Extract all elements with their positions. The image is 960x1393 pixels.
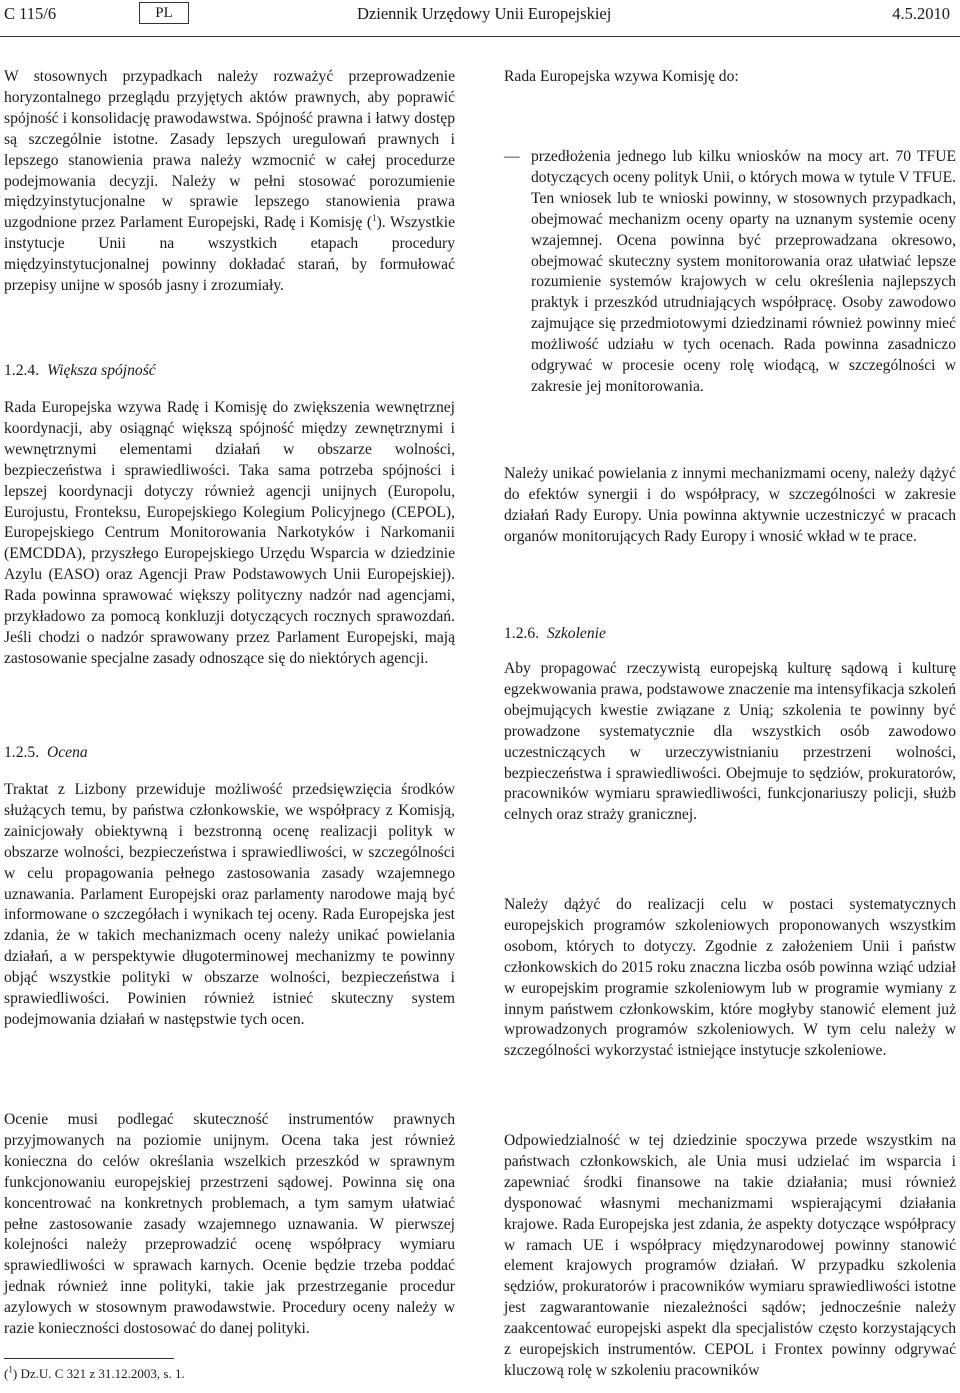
- left-paragraph-3: Traktat z Lizbony przewiduje możliwość przedsięwzięcia środków służących temu, by państwa członkowskie, we współpracy z Komisją, zainicjowały obiektywną i bezstronną ocenę realizacji polityk w obszarze wolności, bezpieczeństwa i sprawiedliwości, w szczególności w celu propagowania pełnego zastosowania zasady wzajemnego uznawania. Parlament Europejski oraz parlamenty narodowe mają być informowane o szczegółach i wynikach tej oceny. Rada Europejska jest zdania, że w takich mechanizmach oceny należy unikać powielania działań, a w perspektywie długoterminowej mechanizmy te powinny objąć wszystkie polityki w obszarze wolności, bezpieczeństwa i sprawiedliwości. Powinien również istnieć skuteczny system podejmowania działań w następstwie tych ocen.: [4, 781, 455, 1028]
- right-paragraph-8: Odpowiedzialność w tej dziedzinie spoczywa przede wszystkim na państwach członkowskich, ale Unia musi udzielać im wsparcia i zapewniać środki finansowe na takie działania; musi również dysponować własnymi mechanizmami wspierającymi działania krajowe. Rada Europejska jest zdania, że aspekty dotyczące współpracy w ramach UE i współpracy międzynarodowej powinny stanowić element krajowych programów działań. W przypadku szkolenia sędziów, prokuratorów i pracowników wymiaru sprawiedliwości istotne jest zagwarantowanie niezależności sądów; jednocześnie należy zaakcentować europejski aspekt dla specjalistów często korzystających z europejskich instrumentów. CEPOL i Frontex powinny odgrywać kluczową rolę w szkoleniu pracowników: [504, 1132, 956, 1379]
- section-number: 1.2.6.: [504, 625, 540, 642]
- left-paragraph-2: Rada Europejska wzywa Radę i Komisję do zwiększenia wewnętrznej koordynacji, aby osiągnąć większą spójność między zewnętrznymi i wewnętrznymi elementami działań w obszarze wolności, bezpieczeństwa i sprawiedliwości. Taka sama potrzeba spójności i lepszej koordynacji dotyczy również agencji unijnych (Europolu, Eurojustu, Fronteksu, Europejskiego Kolegium Policyjnego (CEPOL), Europejskiego Centrum Monitorowania Narkotyków i Narkomanii (EMCDDA), przyszłego Europejskiego Urzędu Wsparcia w dziedzinie Azylu (EASO) oraz Agencji Praw Podstawowych Unii Europejskiej). Rada powinna sprawować większy polityczny nadzór nad agencjami, przykładowo za pomocą konkluzji dotyczących rocznych sprawozdań. Jeśli chodzi o nadzór sprawowany przez Parlament Europejski, mają zastosowanie specjalne zasady odnoszące się do niektórych agencji.: [4, 399, 455, 667]
- dash-list-item: — przedłożenia jednego lub kilku wniosków na mocy art. 70 TFUE dotyczących oceny polityk Unii, o których mowa w tytule V TFUE. Ten wniosek lub te wnioski powinny, w stosownych przypadkach, obejmować mechanizm oceny oparty na uznanym systemie oceny wzajemnej. Ocena powinna być przeprowadzana okresowo, obejmować skuteczny system monitorowania oraz ułatwiać lepsze rozumienie systemów krajowych w celu określenia najlepszych praktyk i przeszkód utrudniających współpracę. Osoby zawodowo zajmujące się przedmiotowymi dziedzinami również powinny mieć możliwość udziału w tych ocenach. Rada powinna zasadniczo odgrywać w procesie oceny rolę wiodącą, w szczególności w zakresie jej monitorowania.: [504, 148, 956, 395]
- right-intro: Rada Europejska wzywa Komisję do:: [504, 68, 739, 85]
- publication-date: 4.5.2010: [892, 4, 950, 23]
- language-badge: PL: [139, 2, 189, 24]
- section-title: Ocena: [47, 744, 88, 761]
- right-paragraph-5: Należy unikać powielania z innymi mechanizmami oceny, należy dążyć do efektów synergii i do współpracy, w szczególności w zakresie działań Rady Europy. Unia powinna aktywnie uczestniczyć w pracach organów monitorujących Rady Europy i wnosić wkład w te prace.: [504, 465, 956, 545]
- footnote-text: Dz.U. C 321 z 31.12.2003, s. 1.: [20, 1366, 185, 1381]
- right-paragraph-6: Aby propagować rzeczywistą europejską kulturę sądową i kulturę egzekwowania prawa, podstawowe znaczenie ma intensyfikacja szkoleń obejmujących kwestie związane z Unią; szkolenia te powinny być prowadzone systematycznie dla wszystkich osób zawodowo uczestniczących w urzeczywistnianiu przestrzeni wolności, bezpieczeństwa i sprawiedliwości. Obejmuje to sędziów, prokuratorów, pracowników wymiaru sprawiedliwości, funkcjonariuszy policji, służb celnych oraz straży granicznej.: [504, 660, 956, 824]
- footnote-mark: 1: [8, 1364, 13, 1375]
- dash-marker: —: [504, 148, 520, 165]
- section-number: 1.2.5.: [4, 744, 40, 761]
- section-title: Większa spójność: [47, 362, 156, 379]
- footnote-ref[interactable]: 1: [372, 213, 377, 224]
- left-paragraph-4: Ocenie musi podlegać skuteczność instrumentów prawnych przyjmowanych na poziomie unijnym. Ocena taka jest również konieczna do celów określania wszelkich przeszkód w sprawnym funkcjonowaniu europejskiej przestrzeni sądowej. Powinna się ona koncentrować na konkretnych problemach, a tym samym ułatwiać pełne zastosowanie zasady wzajemnego uznawania. W pierwszej kolejności należy przeprowadzić ocenę współpracy wymiaru sprawiedliwości w sprawach karnych. Ocenie będzie trzeba poddać jednak również inne polityki, takie jak przestrzeganie procedur azylowych w stosownym prawodawstwie. Procedury oceny należy w razie konieczności dostosować do danej polityki.: [4, 1111, 455, 1338]
- section-heading-1-2-4: [4, 361, 455, 381]
- section-heading-1-2-6: [504, 624, 956, 644]
- left-paragraph-1: W stosownych przypadkach należy rozważyć przeprowadzenie horyzontalnego przeglądu przyjętych aktów prawnych, aby poprawić spójność i konsolidację prawodawstwa. Spójność prawna i łatwy dostęp są szczególnie istotne. Zasady lepszych uregulowań prawnych i lepszego stanowienia prawa należy wzmocnić w całej procedurze podejmowania decyzji. Należy w pełni stosować porozumienie międzyinstytucjonalne w sprawie lepszego stanowienia prawa uzgodnione przez Parlament Europejski, Radę i Komisję ($^1$). Wszystkie instytucje Unii na wszystkich etapach procedury międzyinstytucjonalnej powinny dokładać starań, by formułować przepisy unijne w sposób jasny i zrozumiały.: [4, 68, 455, 295]
- journal-title: Dziennik Urzędowy Unii Europejskiej: [357, 4, 612, 23]
- header-rule: [0, 36, 960, 37]
- right-paragraph-7: Należy dążyć do realizacji celu w postaci systematycznych europejskich programów szkoleniowych proponowanych wszystkim osobom, których to dotyczy. Zgodnie z założeniem Unii i państw członkowskich do 2015 roku znaczna liczba osób powinna wziąć udział w europejskim programie szkoleniowym lub w programie wymiany z innym państwem członkowskim, które mogłyby stanowić element już wprowadzonych programów szkoleniowych. W tym celu należy w szczególności wykorzystać istniejące instytucje szkoleniowe.: [504, 896, 956, 1060]
- section-title: Szkolenie: [547, 625, 606, 642]
- footnote: ($^1$) Dz.U. C 321 z 31.12.2003, s. 1.: [4, 1364, 185, 1381]
- page-reference: C 115/6: [4, 4, 57, 23]
- section-number: 1.2.4.: [4, 362, 40, 379]
- page-header: [4, 4, 956, 28]
- section-heading-1-2-5: [4, 743, 455, 763]
- footnote-rule: [4, 1358, 174, 1359]
